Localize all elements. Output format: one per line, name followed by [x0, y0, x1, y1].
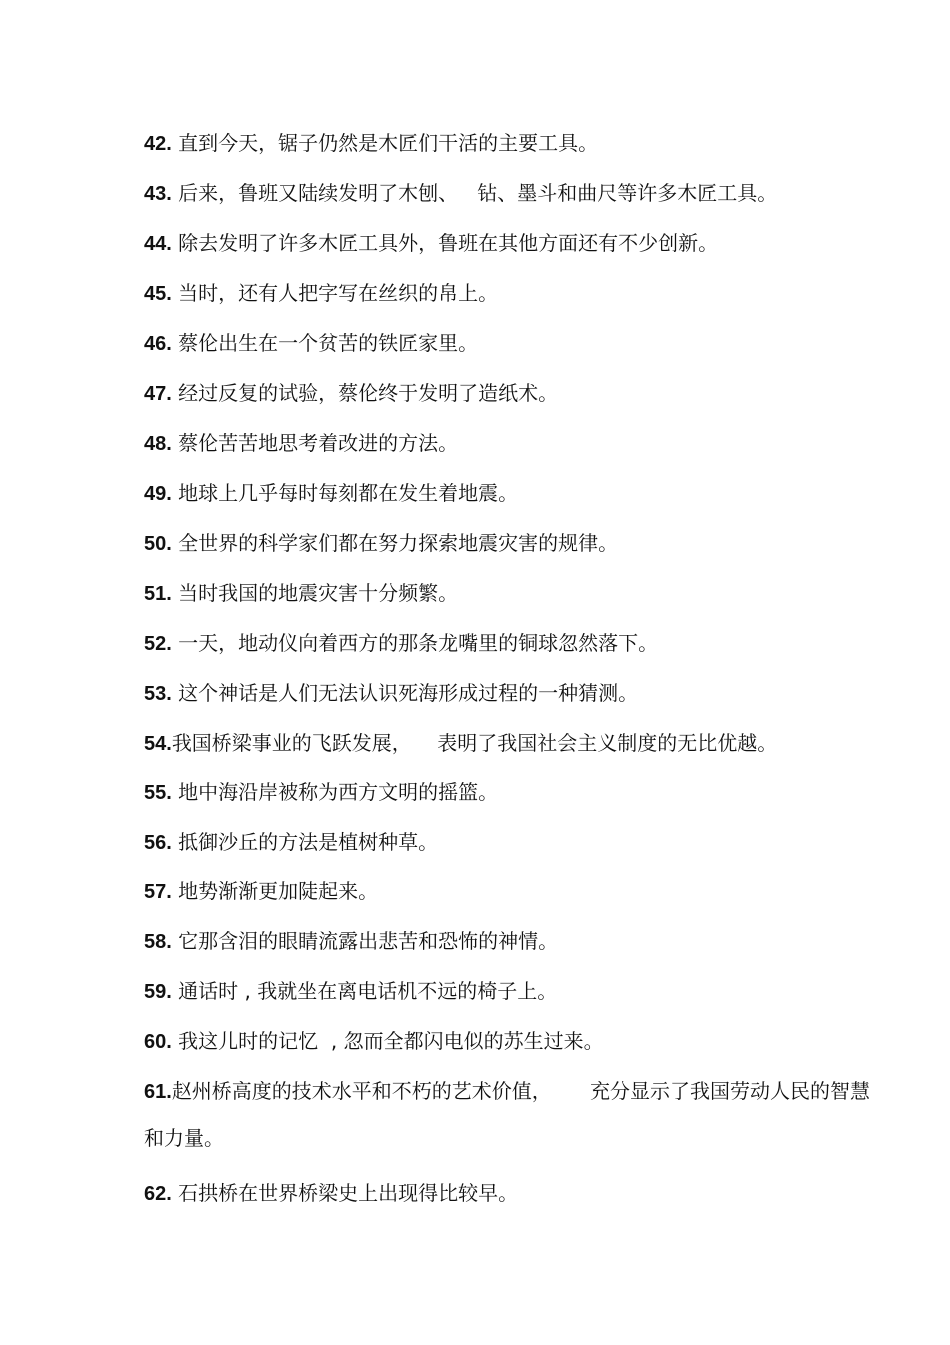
list-item — [144, 568, 894, 619]
item-text: 后来，鲁班又陆续发明了木刨、 钻、墨斗和曲尺等许多木匠工具。 — [171, 181, 778, 205]
item-number: 50 — [144, 533, 167, 555]
item-number: 57 — [144, 881, 167, 903]
item-separator: . — [166, 233, 172, 255]
item-number: 46 — [144, 333, 167, 355]
item-text: 当时，还有人把字写在丝织的帛上。 — [171, 281, 499, 305]
list-item — [144, 866, 894, 917]
item-separator: . — [166, 733, 172, 755]
item-number: 42 — [144, 133, 167, 155]
item-separator: . — [166, 483, 172, 505]
item-number: 51 — [144, 583, 167, 605]
item-text: 我国桥梁事业的飞跃发展， 表明了我国社会主义制度的无比优越。 — [171, 731, 778, 755]
list-item — [144, 418, 894, 469]
item-number: 45 — [144, 283, 167, 305]
list-item — [144, 118, 894, 169]
item-number: 56 — [144, 832, 167, 854]
item-text: 它那含泪的眼睛流露出悲苦和恐怖的神情。 — [171, 929, 559, 953]
item-separator: . — [166, 333, 172, 355]
list-item — [144, 767, 894, 818]
item-number: 62 — [144, 1183, 167, 1205]
item-number: 47 — [144, 383, 167, 405]
item-text: 蔡伦苦苦地思考着改进的方法。 — [171, 431, 459, 455]
item-number: 54 — [144, 733, 167, 755]
list-item — [144, 468, 894, 519]
item-separator: . — [166, 133, 172, 155]
list-item — [144, 318, 894, 369]
item-number: 60 — [144, 1031, 167, 1053]
item-text: 全世界的科学家们都在努力探索地震灾害的规律。 — [171, 531, 619, 555]
list-item — [144, 817, 894, 868]
item-text: 除去发明了许多木匠工具外，鲁班在其他方面还有不少创新。 — [171, 231, 719, 255]
item-number: 55 — [144, 782, 167, 804]
list-item — [144, 668, 894, 719]
item-separator: . — [166, 782, 172, 804]
list-item — [144, 718, 894, 769]
list-item — [144, 966, 894, 1017]
item-text: 我这儿时的记忆 , 忽而全都闪电似的苏生过来。 — [171, 1029, 604, 1053]
item-text: 通话时 , 我就坐在离电话机不远的椅子上。 — [171, 979, 558, 1003]
list-item — [144, 168, 894, 219]
item-text: 一天，地动仪向着西方的那条龙嘴里的铜球忽然落下。 — [171, 631, 659, 655]
item-number: 61 — [144, 1081, 167, 1103]
list-item — [144, 268, 894, 319]
item-text: 地中海沿岸被称为西方文明的摇篮。 — [171, 780, 499, 804]
item-separator: . — [166, 383, 172, 405]
item-text: 地球上几乎每时每刻都在发生着地震。 — [171, 481, 519, 505]
list-item — [144, 518, 894, 569]
item-number: 44 — [144, 233, 167, 255]
item-separator: . — [166, 633, 172, 655]
item-separator: . — [166, 583, 172, 605]
item-separator: . — [166, 931, 172, 953]
item-number: 59 — [144, 981, 167, 1003]
item-number: 43 — [144, 183, 167, 205]
list-item — [144, 1016, 894, 1067]
item-separator: . — [166, 433, 172, 455]
item-number: 49 — [144, 483, 167, 505]
item-text: 蔡伦出生在一个贫苦的铁匠家里。 — [171, 331, 479, 355]
item-separator: . — [166, 1183, 172, 1205]
item-text: 石拱桥在世界桥梁史上出现得比较早。 — [171, 1181, 519, 1205]
list-item — [144, 218, 894, 269]
item-number: 48 — [144, 433, 167, 455]
list-item — [144, 618, 894, 669]
item-text: 地势渐渐更加陡起来。 — [171, 879, 379, 903]
list-item — [144, 1068, 889, 1161]
item-separator: . — [166, 533, 172, 555]
item-number: 52 — [144, 633, 167, 655]
item-text: 直到今天，锯子仍然是木匠们干活的主要工具。 — [171, 131, 599, 155]
item-text: 这个神话是人们无法认识死海形成过程的一种猜测。 — [171, 681, 639, 705]
list-item — [144, 1168, 894, 1219]
list-item — [144, 916, 894, 967]
item-text: 经过反复的试验，蔡伦终于发明了造纸术。 — [171, 381, 559, 405]
item-separator: . — [166, 1031, 172, 1053]
item-text: 抵御沙丘的方法是植树种草。 — [171, 830, 439, 854]
item-separator: . — [166, 981, 172, 1003]
item-separator: . — [166, 1081, 172, 1103]
item-separator: . — [166, 881, 172, 903]
item-number: 58 — [144, 931, 167, 953]
item-text: 赵州桥高度的技术水平和不朽的艺术价值， 充分显示了我国劳动人民的智慧和力量。 — [144, 1079, 870, 1150]
item-separator: . — [166, 832, 172, 854]
item-separator: . — [166, 183, 172, 205]
item-separator: . — [166, 283, 172, 305]
item-text: 当时我国的地震灾害十分频繁。 — [171, 581, 459, 605]
list-item — [144, 368, 894, 419]
item-separator: . — [166, 683, 172, 705]
item-number: 53 — [144, 683, 167, 705]
